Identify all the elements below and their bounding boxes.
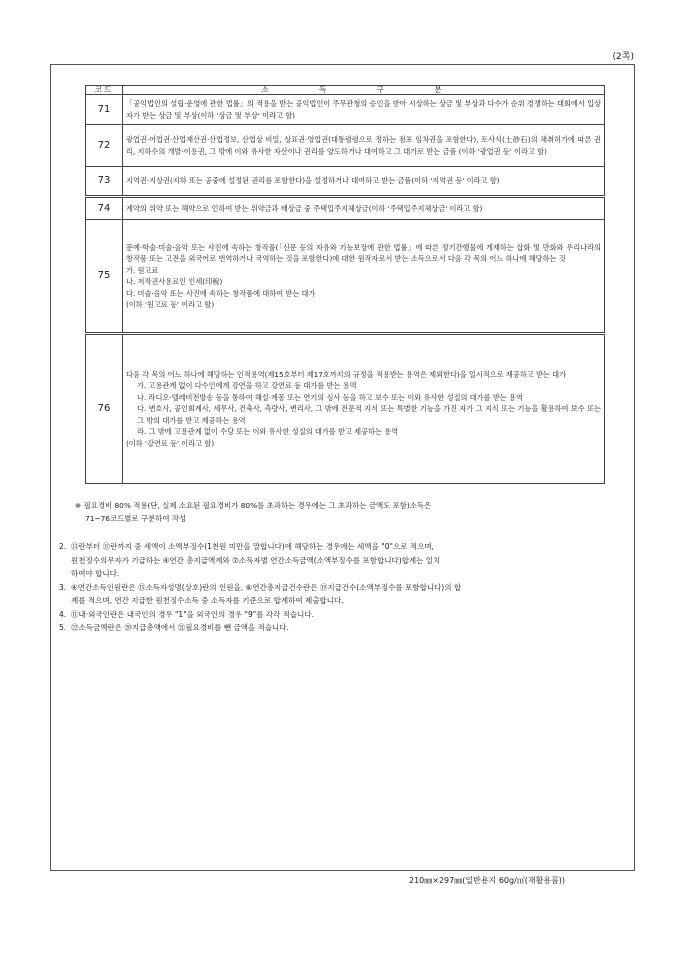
page-frame [50, 64, 635, 871]
item-number: 2. [59, 542, 67, 551]
code-cell: 74 [86, 197, 123, 220]
note-text: 필요경비 80% 적용(단, 실제 소요된 필요경비가 80%를 초과하는 경우에는 그 초과하는 금액도 포함)소득은 [83, 501, 432, 510]
description-cell [123, 167, 605, 197]
income-code-table [85, 85, 605, 484]
footnote [75, 499, 605, 525]
table-row-72 [86, 125, 605, 167]
table-row-73 [86, 167, 605, 197]
code-cell: 75 [86, 220, 123, 334]
alias-note: (이하 '원고료 등' 이라고 함) [126, 300, 215, 309]
description-cell [123, 125, 605, 167]
item-text: ④연간소득인원란은 ⑮소득자성명(상호)란의 인원을, ⑥연간총지급건수란은 ⑲지급건수(소액부징수를 포함합니다)의 합 [71, 582, 462, 592]
sub-item: 가. 고용관계 없이 다수인에게 강연을 하고 강연료 등 대가를 받는 용역 [137, 381, 357, 391]
sub-item: 다. 변호사, 공인회계사, 세무사, 건축사, 측량사, 변리사, 그 밖에 전문적 지식 또는 특별한 기능을 가진 자가 그 지식 또는 기능을 활용하여 보수 또는 그 밖의 대가를 받고 제공하는 용역 [137, 404, 601, 425]
item-text: ⑪내·외국인란은 내국인의 경우 "1"을 외국인의 경우 "9"를 각각 적습니다. [71, 609, 315, 619]
header-code: 코드 [86, 86, 123, 95]
note-mark: ※ [75, 501, 82, 510]
item-number: 3. [59, 582, 67, 592]
list-item [59, 581, 624, 608]
item-text: 원천징수의무자가 기급하는 ④연간 총지급액계와 ⑦소득자별 연간소득금액(소액부징수를 포함합니다)합계는 일치 [71, 555, 441, 565]
item-text: ⑬란부터 ⑰란까지 중 세액이 소액부징수(1천원 미만을 말합니다)에 해당하는 경우에는 세액을 "0"으로 적으며, [71, 542, 434, 551]
table-row-74 [86, 197, 605, 220]
description-cell [123, 220, 605, 334]
note-text-continued: 71~76코드별로 구분하여 작성 [85, 514, 187, 523]
paper-size-note: 210㎜×297㎜(일반용지 60g/㎡(재활용품)) [409, 876, 566, 885]
description-text: 문예·학술·미술·음악 또는 사진에 속하는 창작품(「신문 등의 자유와 기능보장에 관한 법률」에 따른 정기간행물에 게재하는 삽화 및 만화와 우리나라의 창작품 또는 고전을 외국어로 번역하거나 국역하는 것을 포함한다)에 대한 원작자로서 받는 소득으로서 다음 각 목의 어느 하나에 해당하는 것 [126, 242, 601, 263]
sub-item: 라. 그 밖에 고용관계 없이 수당 또는 이와 유사한 성질의 대가를 받고 제공하는 용역 [137, 427, 399, 437]
code-cell: 72 [86, 125, 123, 167]
description-text: 계약의 위약 또는 해약으로 인하여 받는 위약금과 배상금 중 주택입주지체상금(이하 '주택입주지체상금' 이라고 함) [126, 203, 483, 213]
item-text: ㉒소득금액란은 ⑳지급총액에서 ㉑필요경비를 뺀 금액을 적습니다. [71, 623, 289, 632]
code-cell: 76 [86, 334, 123, 484]
description-text: 다음 각 목의 어느 하나에 해당하는 인적용역(제15호부터 제17호까지의 규정을 적용받는 용역은 제외한다)을 일시적으로 제공하고 받는 대가 [126, 369, 567, 379]
description-text: 「공익법인의 설립·운영에 관한 법률」의 적용을 받는 공익법인이 주무관청의 승인을 받아 시상하는 상금 및 부상과 다수가 순위 경쟁하는 대회에서 입상자가 받는 상금 및 부상(이하 '상금 및 부상' 이라고 함) [126, 99, 601, 120]
sub-item: 나. 라디오·텔레비전방송 등을 통하여 해설·계몽 또는 연기의 심사 등을 하고 보수 또는 이와 유사한 성질의 대가를 받는 용역 [137, 392, 523, 402]
item-text: 계를 적으며, 연간 지급한 원천징수소득 중 소득자를 기준으로 합계하여 제출합니다. [71, 596, 344, 605]
description-cell [123, 197, 605, 220]
description-text: 지역권·지상권(지하 또는 공중에 설정된 권리를 포함한다)을 설정하거나 대여하고 받는 금품(이하 '지역권 등' 이라고 함) [126, 176, 500, 186]
description-cell [123, 334, 605, 484]
page-number: (2쪽) [612, 52, 634, 62]
sub-item: 나. 저작권사용료인 인세(印稅) [126, 277, 223, 286]
sub-item: 다. 미술·음악 또는 사진에 속하는 창작품에 대하여 받는 대가 [126, 288, 316, 298]
code-cell: 73 [86, 167, 123, 197]
alias-note: (이하 '강연료 등' 이라고 함) [126, 438, 215, 448]
table-row-76 [86, 334, 605, 484]
sub-item: 가. 원고료 [126, 265, 159, 275]
list-item [59, 621, 624, 635]
table-row-75 [86, 220, 605, 334]
item-number: 5. [59, 623, 67, 632]
description-cell [123, 95, 605, 125]
description-text: 광업권·어업권·산업재산권·산업정보, 산업상 비밀, 상표권·영업권(대통령령으로 정하는 점포 임차권을 포함한다), 토사석(土砂石)의 채취허가에 따른 권리, 지하수의 개발·이용권, 그 밖에 이와 유사한 자산이나 권리를 양도하거나 대여하고 그 대가로 받는 금품 (이하 '광업권 등' 이라고 함) [126, 135, 601, 156]
header-income-type: 소 득 구 분 [123, 86, 605, 95]
list-item [59, 608, 624, 622]
item-text: 하여야 합니다. [71, 569, 120, 578]
item-number: 4. [59, 609, 67, 619]
instruction-list [59, 540, 624, 635]
list-item [59, 540, 624, 581]
table-header-row [86, 86, 605, 95]
table-row-71 [86, 95, 605, 125]
code-cell: 71 [86, 95, 123, 125]
